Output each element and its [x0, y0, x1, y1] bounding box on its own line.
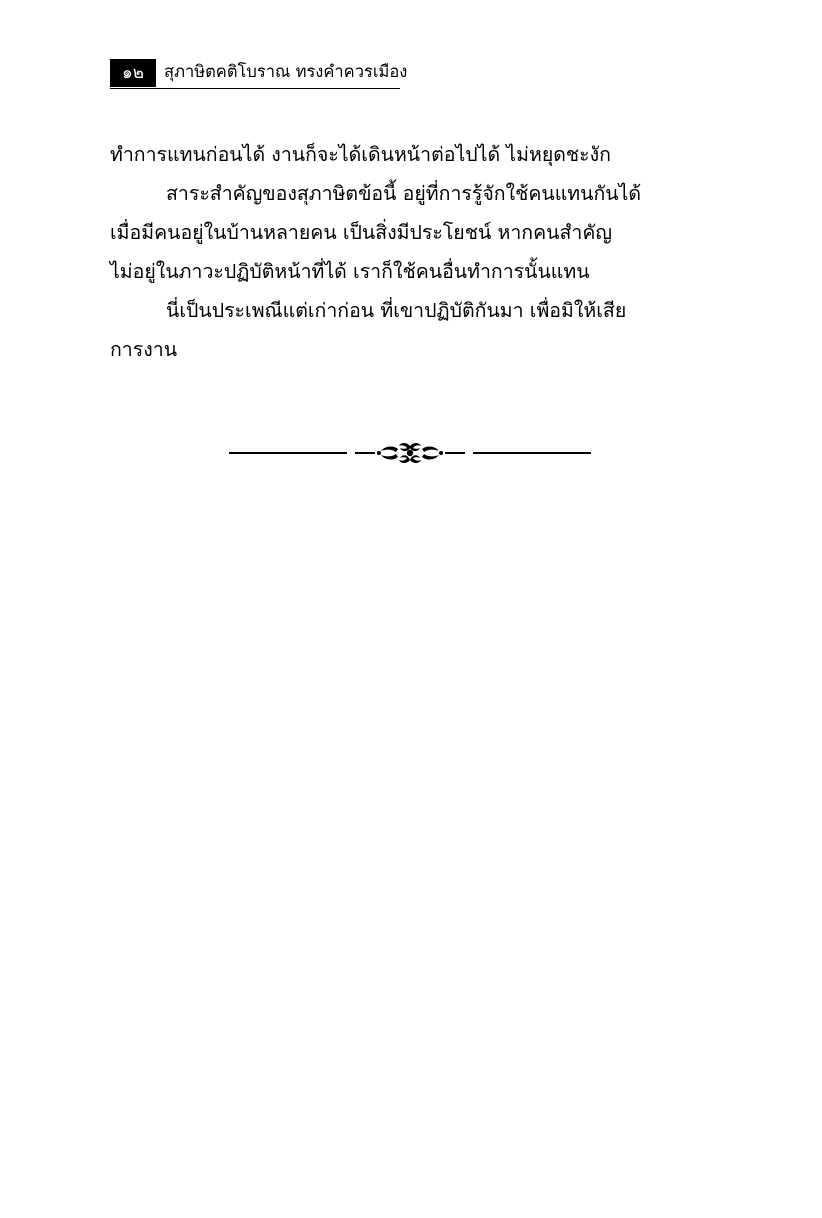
- running-head: [110, 58, 408, 89]
- body-text-block: [110, 135, 710, 369]
- divider-rule-right: [473, 452, 591, 454]
- divider-rule-left: [229, 452, 347, 454]
- running-head-title: สุภาษิตคติโบราณ ทรงคำควรเมือง: [164, 61, 408, 81]
- body-line: ไม่อยู่ในภาวะปฏิบัติหน้าที่ได้ เราก็ใช้คนอื่นทำการนั้นแทน: [110, 260, 590, 283]
- page-number-badge: ๑๒: [110, 59, 156, 87]
- ornament-flourish-icon: [355, 440, 465, 466]
- body-line: การงาน: [110, 338, 178, 361]
- body-line: สาระสำคัญของสุภาษิตข้อนี้ อยู่ที่การรู้จักใช้คนแทนกันได้: [166, 182, 642, 205]
- section-divider-ornament: [110, 430, 710, 476]
- body-line: นี่เป็นประเพณีแต่เก่าก่อน ที่เขาปฏิบัติกันมา เพื่อมิให้เสีย: [166, 299, 627, 322]
- body-line: ทำการแทนก่อนได้ งานก็จะได้เดินหน้าต่อไปได้ ไม่หยุดชะงัก: [110, 143, 611, 166]
- body-line: เมื่อมีคนอยู่ในบ้านหลายคน เป็นสิ่งมีประโยชน์ หากคนสำคัญ: [110, 221, 612, 244]
